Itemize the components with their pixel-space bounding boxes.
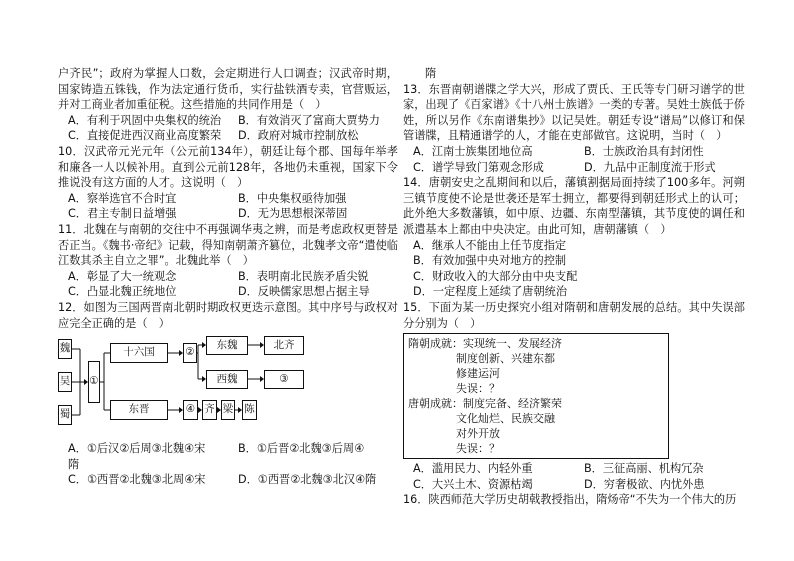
option[interactable]: B．士族政治具有封闭性 bbox=[584, 144, 704, 158]
box-liang: 梁 bbox=[221, 400, 235, 420]
option[interactable]: A．彰显了大一统观念 bbox=[68, 269, 177, 283]
option[interactable]: C．大兴土木、资源枯竭 bbox=[413, 477, 533, 491]
option[interactable]: B．中央集权亟待加强 bbox=[238, 191, 347, 205]
tang-line: 制度完备、经济繁荣 bbox=[463, 397, 562, 411]
question-15-options bbox=[403, 461, 745, 492]
question-14: 14．唐朝安史之乱期间和以后，藩镇割据局面持续了100多年。河朔三镇节度使不论是世袭还是军士拥立，都要得到朝廷形式上的认可；此外绝大多数藩镇，如中原、边疆、东南型藩镇，其节度使的调任和派遣基本上都由中央决定。由此可知，唐朝藩镇（ ） bbox=[403, 176, 745, 236]
option[interactable]: D．①西晋②北魏③北汉④隋 bbox=[238, 473, 377, 487]
question-12: 12．如图为三国两晋南北朝时期政权更迭示意图。其中序号与政权对应完全正确的是（ ） bbox=[58, 300, 398, 330]
question-9-options bbox=[58, 113, 398, 144]
box-xiwei: 西魏 bbox=[206, 370, 248, 389]
box-dongjin: 东晋 bbox=[110, 400, 168, 420]
option[interactable]: B．①后晋②北魏③后周④ bbox=[238, 442, 365, 456]
box-qi: 齐 bbox=[202, 400, 217, 420]
box-3: ③ bbox=[264, 370, 304, 389]
right-column bbox=[403, 66, 745, 508]
option[interactable]: A．有利于巩固中央集权的统治 bbox=[68, 113, 222, 127]
box-wei: 魏 bbox=[58, 339, 72, 359]
option[interactable]: D．无为思想根深蒂固 bbox=[238, 207, 348, 221]
option[interactable]: A．滥用民力、内轻外重 bbox=[413, 462, 533, 476]
box-2: ② bbox=[183, 343, 197, 363]
option[interactable]: C．直接促进西汉商业高度繁荣 bbox=[68, 129, 222, 143]
question-11-options bbox=[58, 269, 398, 300]
sui-line: 修建运河 bbox=[456, 367, 500, 381]
option[interactable]: A．江南士族集团地位高 bbox=[413, 144, 533, 158]
option[interactable]: B．有效加强中央对地方的控制 bbox=[413, 254, 567, 268]
tang-line: 文化灿烂、民族交融 bbox=[456, 412, 555, 426]
option[interactable]: D．一定程度上延续了唐朝统治 bbox=[413, 285, 568, 299]
option[interactable]: D．九品中正制度流于形式 bbox=[584, 160, 716, 174]
option[interactable]: C．谱学导致门第观念形成 bbox=[413, 160, 544, 174]
question-11: 11．北魏在与南朝的交往中不再强调华夷之辨，而是考虑政权更替是否正当。《魏书·帝纪》记载，得知南朝萧齐篡位，北魏孝文帝“遣使临江数其杀主自立之罪”。北魏此举（ ） bbox=[58, 222, 398, 268]
box-dongwei: 东魏 bbox=[206, 336, 248, 355]
tang-label: 唐朝成就： bbox=[408, 397, 463, 411]
option[interactable]: B．三征高丽、机构冗杂 bbox=[584, 462, 704, 476]
option[interactable]: C．凸显北魏正统地位 bbox=[68, 285, 177, 299]
option[interactable]: B．表明南北民族矛盾尖锐 bbox=[238, 269, 369, 283]
option-wrap: 隋 bbox=[68, 457, 80, 471]
option[interactable]: D．反映儒家思想占据主导 bbox=[238, 285, 370, 299]
question-16: 16．陕西师范大学历史胡戟教授指出，隋炀帝“不失为一个伟大的历 bbox=[403, 493, 737, 507]
box-shu: 蜀 bbox=[58, 405, 72, 425]
option[interactable]: D．政府对城市控制放松 bbox=[238, 129, 359, 143]
option[interactable]: A．察举选官不合时宜 bbox=[68, 191, 177, 205]
tang-line: 对外开放 bbox=[456, 427, 500, 441]
box-wu: 吴 bbox=[58, 372, 72, 392]
summary-box bbox=[403, 333, 669, 459]
question-12-tail: 隋 bbox=[425, 67, 437, 80]
question-15: 15．下面为某一历史探究小组对隋朝和唐朝发展的总结。其中失误部分分别为（ ） bbox=[403, 300, 745, 330]
option[interactable]: C．君主专制日益增强 bbox=[68, 207, 177, 221]
question-12-options-2 bbox=[58, 472, 398, 488]
box-chen: 陈 bbox=[242, 400, 257, 420]
box-shiliuguo: 十六国 bbox=[110, 343, 168, 363]
box-beiqi: 北齐 bbox=[264, 336, 304, 355]
question-9-continuation: 户齐民”；政府为掌握人口数，会定期进行人口调查；汉武帝时期，国家铸造五铢钱，作为法定通行货币，实行盐铁酒专卖，官营贩运，并对工商业者加重征税。这些措施的共同作用是（ ） bbox=[58, 67, 398, 112]
left-column bbox=[58, 66, 398, 488]
question-13: 13．东晋南朝谱牒之学大兴，形成了贾氏、王氏等专门研习谱学的世家，出现了《百家谱》《十八州士族谱》一类的专著。吴姓士族低于侨姓，所以另作《东南谱集抄》以记吴姓。朝廷专设“谱局”以修订和保管谱牒，且精通谱学的人，才能在吏部做官。这说明，当时（ ） bbox=[403, 82, 745, 143]
question-13-options bbox=[403, 144, 745, 175]
question-10: 10．汉武帝元光元年（公元前134年），朝廷让每个郡、国每年举孝和廉各一人以候补用。直到公元前128年，各地仍未重视，国家下令推说没有这方面的人才。这说明（ ） bbox=[58, 144, 398, 190]
option[interactable]: D．穷奢极欲、内忧外患 bbox=[584, 477, 705, 491]
option[interactable]: C．①西晋②北魏③北周④宋 bbox=[68, 473, 206, 487]
box-4: ④ bbox=[183, 400, 198, 420]
question-10-options bbox=[58, 191, 398, 222]
regime-succession-diagram bbox=[58, 337, 398, 437]
tang-failure: 失误：？ bbox=[456, 442, 500, 456]
sui-failure: 失误：？ bbox=[456, 382, 500, 396]
sui-label: 隋朝成就： bbox=[408, 337, 463, 351]
question-12-options bbox=[58, 441, 398, 457]
option[interactable]: C．财政收入的大部分由中央支配 bbox=[413, 269, 578, 283]
option[interactable]: B．有效消灭了富商大贾势力 bbox=[238, 113, 380, 127]
option[interactable]: A．①后汉②后周③北魏④宋 bbox=[68, 442, 206, 456]
sui-line: 制度创新、兴建东都 bbox=[456, 352, 555, 366]
box-1: ① bbox=[88, 361, 100, 403]
sui-line: 实现统一、发展经济 bbox=[463, 337, 562, 351]
option[interactable]: A．继承人不能由上任节度指定 bbox=[413, 238, 567, 252]
